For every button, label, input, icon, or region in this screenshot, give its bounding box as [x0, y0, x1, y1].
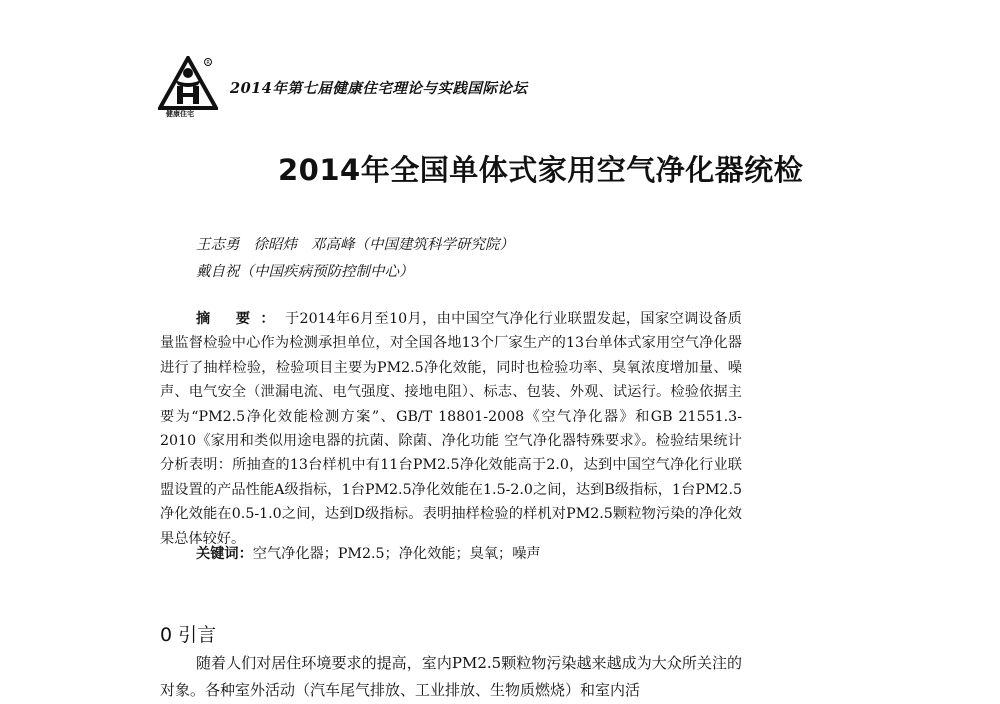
- author-name: 王志勇: [196, 237, 240, 253]
- logo-caption: 健康住宅: [166, 110, 194, 118]
- abstract-label: 摘 要：: [196, 311, 285, 327]
- logo-emblem-icon: [158, 56, 218, 110]
- paper-title: 2014年全国单体式家用空气净化器统检: [278, 153, 804, 187]
- abstract-paragraph: [160, 307, 742, 551]
- keywords-text: 空气净化器；PM2.5；净化效能；臭氧；噪声: [252, 546, 541, 562]
- body-paragraph: 随着人们对居住环境要求的提高，室内PM2.5颗粒物污染越来越成为大众所关注的对象。各种室外活动（汽车尾气排放、工业排放、生物质燃烧）和室内活: [160, 654, 742, 699]
- svg-text:R: R: [206, 60, 210, 66]
- author-affiliation: （中国疾病预防控制中心）: [239, 264, 414, 280]
- healthy-housing-logo: [158, 56, 218, 120]
- conference-title: 2014年第七届健康住宅理论与实践国际论坛: [230, 80, 528, 97]
- conference-header: [158, 56, 778, 126]
- author-name: 徐昭炜: [253, 237, 297, 253]
- author-block: [196, 232, 514, 286]
- abstract-text: 于2014年6月至10月，由中国空气净化行业联盟发起，国家空调设备质量监督检验中心作为检测承担单位，对全国各地13个厂家生产的13台单体式家用空气净化器进行了抽样检验，检验项目主要为PM2.5净化效能，同时也检验功率、臭氧浓度增加量、噪声、电气安全（泄漏电流、电气强度、接地电阻）、标志、包装、外观、试运行。检验依据主要为“PM2.5净化效能检测方案”、GB/T 18801-2008《空气净化器》和GB 21551.3-2010《家用和类似用途电器的抗菌、除菌、净化功能 空气净化器特殊要求》。检验结果统计分析表明：所抽查的13台样机中有11台PM2.5净化效能高于2.0，达到中国空气净化行业联盟设置的产品性能A级指标，1台PM2.5净化效能在1.5-2.0之间，达到B级指标，1台PM2.5净化效能在0.5-1.0之间，达到D级指标。表明抽样检验的样机对PM2.5颗粒物污染的净化效果总体较好。: [160, 311, 742, 547]
- author-name: 戴自祝: [196, 264, 240, 280]
- author-name: 邓高峰: [311, 237, 355, 253]
- keywords-line: [196, 543, 541, 563]
- author-affiliation: （中国建筑科学研究院）: [354, 237, 514, 253]
- keywords-label: 关键词：: [196, 546, 253, 562]
- section-heading: 0 引言: [160, 624, 217, 646]
- authors-line-2: [196, 259, 514, 286]
- authors-line-1: [196, 232, 514, 259]
